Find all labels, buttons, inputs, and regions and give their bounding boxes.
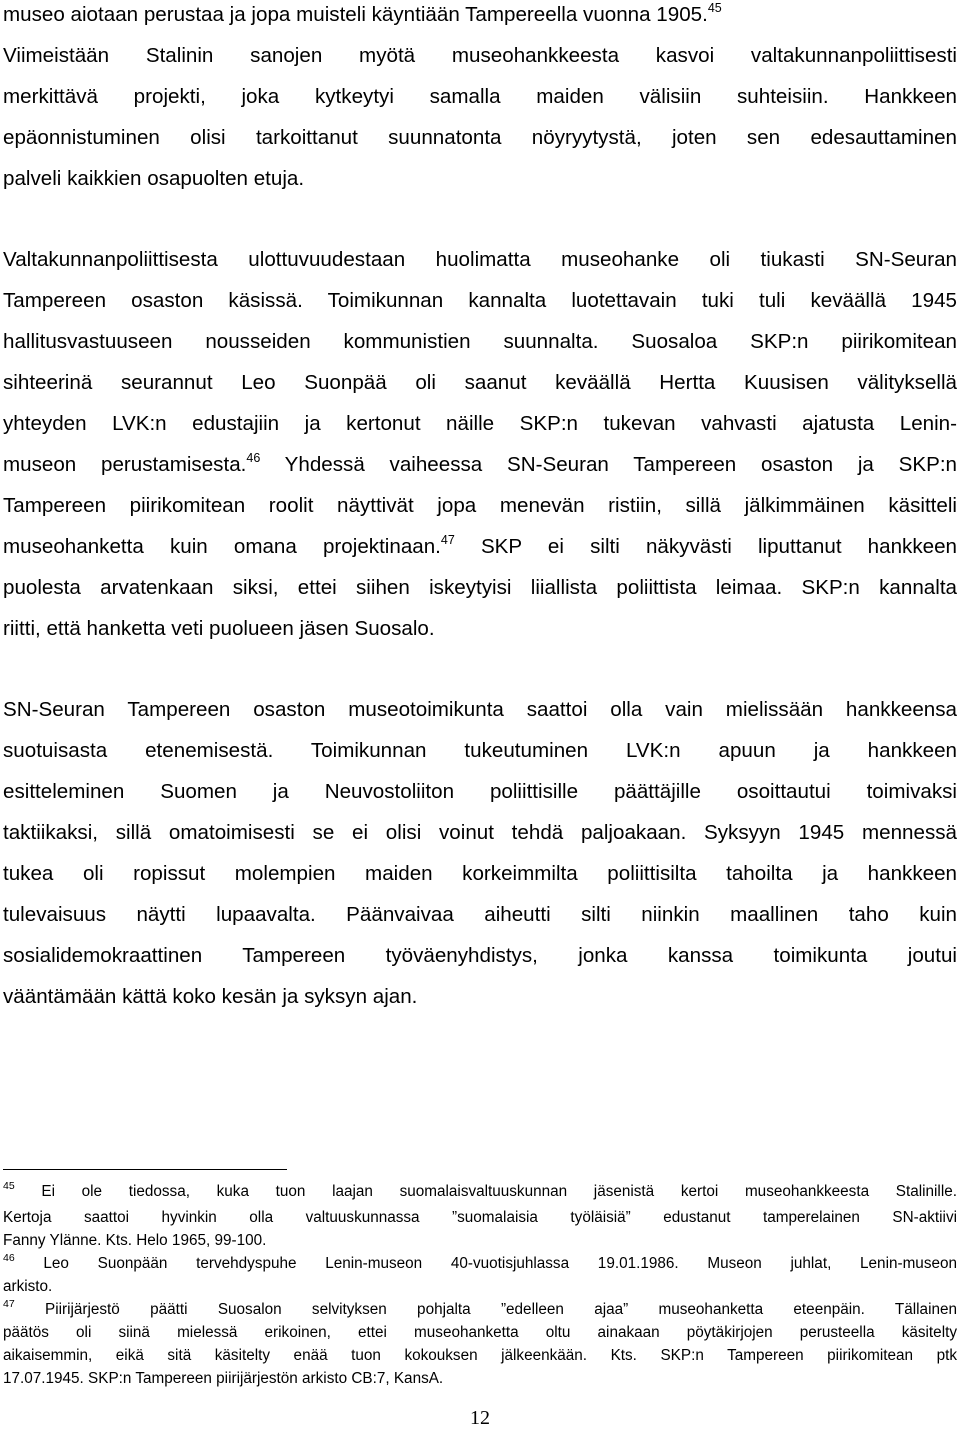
body-text-line: Viimeistään Stalinin sanojen myötä museohankkeesta kasvoi valtakunnanpoliittisesti <box>3 44 957 67</box>
body-text-line: sosialidemokraattinen Tampereen työväenyhdistys, jonka kanssa toimikunta joutui <box>3 944 957 967</box>
footnote-ref-45[interactable]: 45 <box>707 1 722 15</box>
body-text-line: suotuisasta etenemisestä. Toimikunnan tukeutuminen LVK:n apuun ja hankkeen <box>3 739 957 762</box>
body-text-line: riitti, että hanketta veti puolueen jäsen Suosalo. <box>3 617 435 640</box>
body-text-line <box>3 450 957 480</box>
text-span: museon perustamisesta. <box>3 453 247 476</box>
body-text-line: hallitusvastuuseen nousseiden kommunistien suunnalta. Suosaloa SKP:n piirikomitean <box>3 330 957 353</box>
body-text-line: SN-Seuran Tampereen osaston museotoimikunta saattoi olla vain mielissään hankkeensa <box>3 698 957 721</box>
body-text-line: tukea oli ropissut molempien maiden korkeimmilta poliittisilta tahoilta ja hankkeen <box>3 862 957 885</box>
body-text-line: tulevaisuus näytti lupaavalta. Päänvaivaa aiheutti silti niinkin maallinen taho kuin <box>3 903 957 926</box>
footnote-number: 45 <box>3 1180 15 1192</box>
footnote-text: Ei ole tiedossa, kuka tuon laajan suomalaisvaltuuskunnan jäsenistä kertoi museohankkeesta Stalinille. <box>14 1183 957 1200</box>
body-text-line: puolesta arvatenkaan siksi, ettei siihen iskeytyisi liiallista poliittista leimaa. SKP:n kannalta <box>3 576 957 599</box>
footnote-45 <box>3 1181 957 1202</box>
text-span: SKP ei silti näkyvästi liputtanut hankkeen <box>454 535 957 558</box>
footnote-text-line: Fanny Ylänne. Kts. Helo 1965, 99-100. <box>3 1232 267 1249</box>
footnote-number: 46 <box>3 1252 15 1264</box>
body-text-line <box>3 532 957 562</box>
footnote-47 <box>3 1299 957 1320</box>
page-number: 12 <box>470 1407 490 1429</box>
footnote-separator <box>3 1169 287 1170</box>
footnote-text-line: päätös oli siinä mielessä erikoinen, ettei museohanketta oltu ainakaan pöytäkirjojen perusteella käsitelty <box>3 1324 957 1341</box>
footnote-text-line: arkisto. <box>3 1278 53 1295</box>
footnote-text-line: aikaisemmin, eikä sitä käsitelty enää tuon kokouksen jälkeenkään. Kts. SKP:n Tampereen piirikomitean ptk <box>3 1347 957 1364</box>
text-span: Yhdessä vaiheessa SN-Seuran Tampereen osaston ja SKP:n <box>260 453 957 476</box>
text-span: museo aiotaan perustaa ja jopa muisteli käyntiään Tampereella vuonna 1905. <box>3 3 708 26</box>
footnote-text: Leo Suonpään tervehdyspuhe Lenin-museon 40-vuotisjuhlassa 19.01.1986. Museon juhlat, Lenin-museon <box>14 1255 957 1272</box>
body-text-line: palveli kaikkien osapuolten etuja. <box>3 167 305 190</box>
body-text-line: taktiikaksi, sillä omatoimisesti se ei olisi voinut tehdä paljoakaan. Syksyyn 1945 mennessä <box>3 821 957 844</box>
body-text-line: Tampereen osaston käsissä. Toimikunnan kannalta luotettavain tuki tuli keväällä 1945 <box>3 289 957 312</box>
text-span: museohanketta kuin omana projektinaan. <box>3 535 441 558</box>
footnote-number: 47 <box>3 1298 15 1310</box>
body-text-line: Valtakunnanpoliittisesta ulottuvuudestaan huolimatta museohanke oli tiukasti SN-Seuran <box>3 248 957 271</box>
body-text-line: esitteleminen Suomen ja Neuvostoliiton poliittisille päättäjille osoittautui toimivaksi <box>3 780 957 803</box>
footnote-text: Piirijärjestö päätti Suosalon selvityksen pohjalta ”edelleen ajaa” museohanketta eteenpäin. Tällainen <box>14 1301 957 1318</box>
footnote-text-line: Kertoja saattoi hyvinkin olla valtuuskunnassa ”suomalaisia työläisiä” edustanut tamperelainen SN-aktiivi <box>3 1209 957 1226</box>
body-text-line: vääntämään kättä koko kesän ja syksyn ajan. <box>3 985 418 1008</box>
footnote-ref-47[interactable]: 47 <box>440 533 455 547</box>
body-text-line: sihteerinä seurannut Leo Suonpää oli saanut keväällä Hertta Kuusisen välityksellä <box>3 371 957 394</box>
body-text-line <box>3 0 957 30</box>
body-text-line: merkittävä projekti, joka kytkeytyi samalla maiden välisiin suhteisiin. Hankkeen <box>3 85 957 108</box>
body-text-line: yhteyden LVK:n edustajiin ja kertonut näille SKP:n tukevan vahvasti ajatusta Lenin- <box>3 412 957 435</box>
body-text-line: epäonnistuminen olisi tarkoittanut suunnatonta nöyryytystä, joten sen edesauttaminen <box>3 126 957 149</box>
footnote-text-line: 17.07.1945. SKP:n Tampereen piirijärjestön arkisto CB:7, KansA. <box>3 1370 444 1387</box>
footnote-46 <box>3 1253 957 1274</box>
footnote-ref-46[interactable]: 46 <box>246 451 261 465</box>
body-text-line: Tampereen piirikomitean roolit näyttivät jopa menevän ristiin, sillä jälkimmäinen käsitteli <box>3 494 957 517</box>
